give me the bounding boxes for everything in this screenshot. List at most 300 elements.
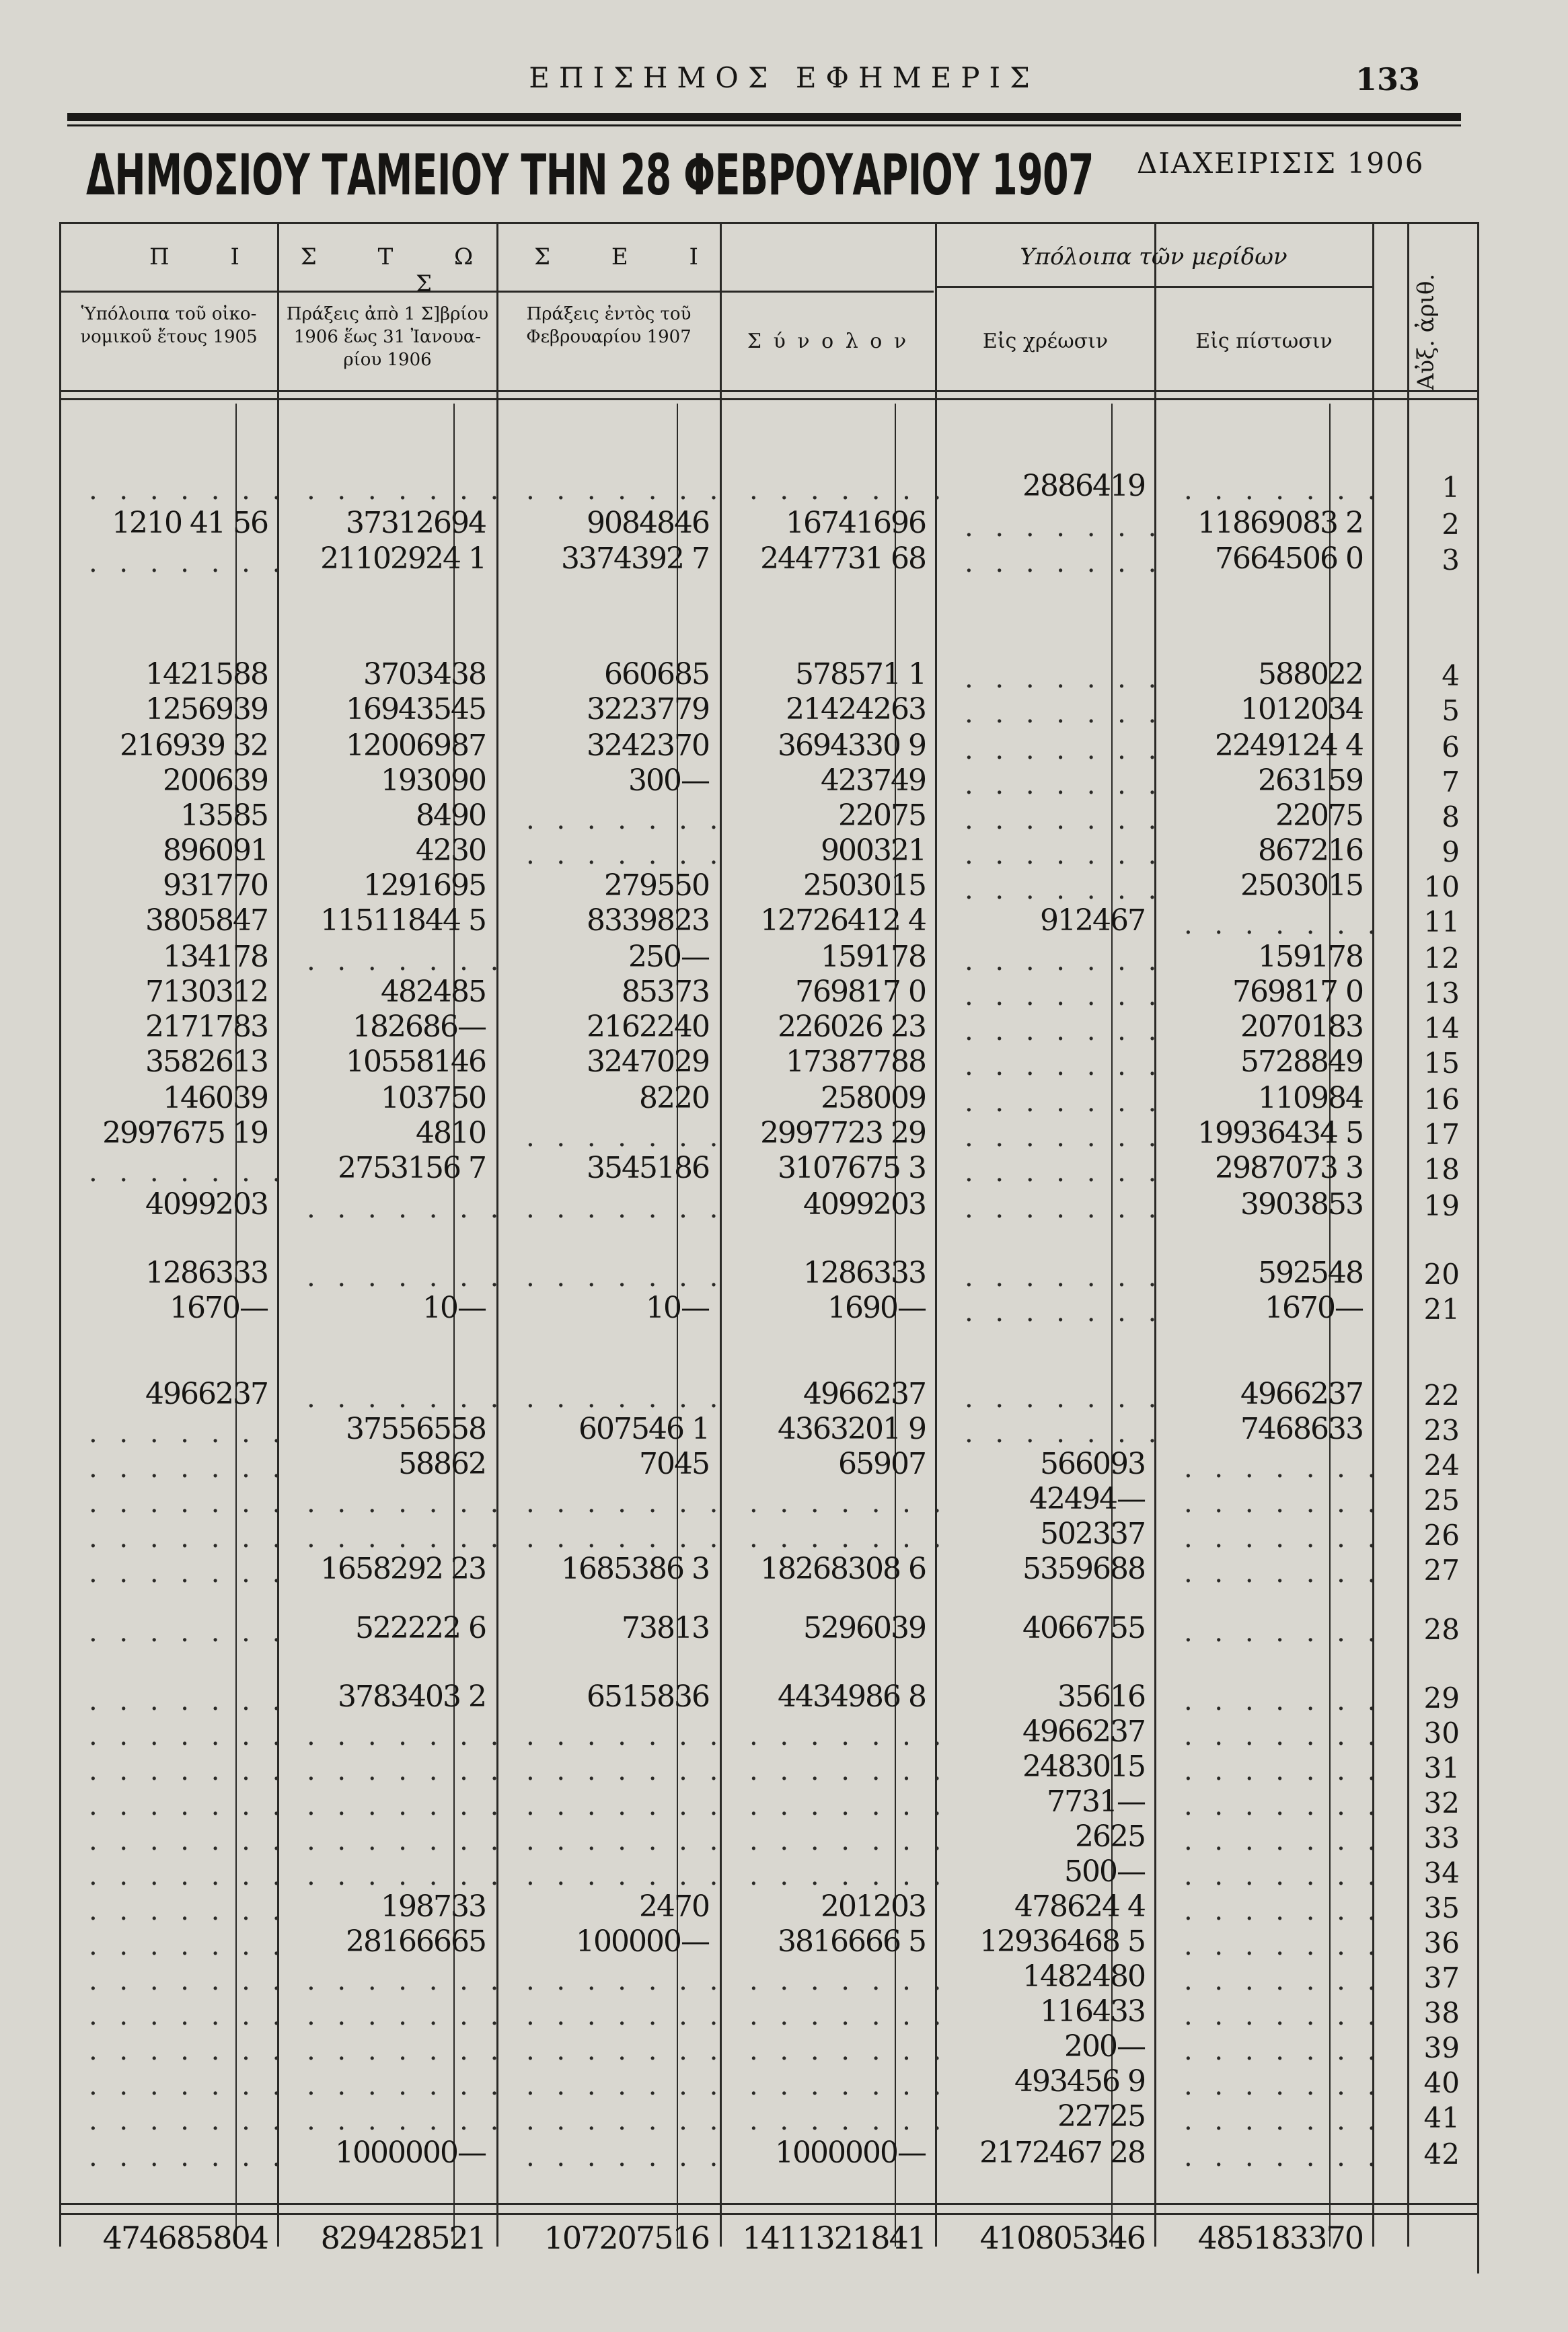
leader-dots: . . . . . . . xyxy=(89,1686,288,1717)
row-number: 39 xyxy=(1423,2031,1460,2064)
row-number: 13 xyxy=(1423,977,1460,1010)
cell-prev-year: 13585 xyxy=(180,798,268,833)
header-prev-year-line: νομικοῦ ἔτους 1905 xyxy=(80,327,258,347)
row-number: 17 xyxy=(1423,1118,1460,1151)
cell-total: 578571 1 xyxy=(795,657,926,691)
row-number: 29 xyxy=(1423,1682,1460,1715)
cell-debit: 493456 9 xyxy=(1014,2064,1145,2099)
cell-debit: 2483015 xyxy=(1022,1750,1145,1784)
row-rule xyxy=(59,222,1477,224)
leader-dots: . . . . . . . xyxy=(1184,1930,1383,1961)
cell-prev-year: 4099203 xyxy=(145,1187,268,1221)
cell-sept-jan: 482485 xyxy=(381,975,486,1009)
top-rule-thin xyxy=(67,124,1461,126)
cell-credit: 2070183 xyxy=(1240,1010,1363,1044)
cell-february: 8220 xyxy=(639,1081,709,1115)
page-title: ΔΗΜΟΣΙΟΥ ΤΑΜΕΙΟΥ ΤΗΝ 28 ΦΕΒΡΟΥΑΡΙΟΥ 1907 xyxy=(86,142,1094,208)
leader-dots: . . . . . . . xyxy=(526,1383,725,1414)
page-number: 133 xyxy=(1355,61,1421,98)
cell-total: 4434986 8 xyxy=(778,1680,926,1714)
cell-credit: 7664506 0 xyxy=(1215,541,1363,576)
leader-dots: . . . . . . . xyxy=(1184,2105,1383,2136)
leader-dots: . . . . . . . xyxy=(89,2035,288,2066)
cell-total: 65907 xyxy=(838,1447,926,1481)
cell-february: 7045 xyxy=(639,1447,709,1481)
leader-dots: . . . . . . . xyxy=(307,2105,506,2136)
row-number: 4 xyxy=(1442,659,1460,692)
row-number: 32 xyxy=(1423,1786,1460,1819)
cell-february: 607546 1 xyxy=(578,1412,709,1446)
cell-sept-jan: 198733 xyxy=(381,1889,486,1924)
cell-prev-year: 146039 xyxy=(163,1081,268,1115)
header-sept-jan-line: Πράξεις ἀπὸ 1 Σ]βρίου xyxy=(286,304,489,324)
leader-dots: . . . . . . . xyxy=(526,1826,725,1856)
cell-debit: 22725 xyxy=(1057,2099,1145,2134)
leader-dots: . . . . . . . xyxy=(526,1791,725,1821)
cell-sept-jan: 1000000— xyxy=(335,2136,486,2170)
leader-dots: . . . . . . . xyxy=(965,981,1164,1012)
cell-february: 300— xyxy=(628,763,709,798)
cell-total: 201203 xyxy=(821,1889,926,1924)
top-rule xyxy=(67,113,1461,121)
leader-dots: . . . . . . . xyxy=(749,1488,948,1519)
cell-prev-year: 1421588 xyxy=(145,657,268,691)
leader-dots: . . . . . . . xyxy=(89,548,288,578)
total-debit: 410805346 xyxy=(979,2220,1145,2256)
cell-february: 9084846 xyxy=(587,506,709,540)
leader-dots: . . . . . . . xyxy=(89,1965,288,1996)
leader-dots: . . . . . . . xyxy=(1184,2142,1383,2173)
leader-dots: . . . . . . . xyxy=(307,475,506,506)
balances-rule xyxy=(935,286,1372,288)
leader-dots: . . . . . . . xyxy=(526,1488,725,1519)
row-number: 15 xyxy=(1423,1047,1460,1080)
row-number: 35 xyxy=(1423,1891,1460,1924)
leader-dots: . . . . . . . xyxy=(89,1930,288,1961)
row-number: 19 xyxy=(1423,1189,1460,1222)
leader-dots: . . . . . . . xyxy=(1184,1558,1383,1589)
cell-sept-jan: 58862 xyxy=(398,1447,486,1481)
cell-credit: 11869083 2 xyxy=(1197,506,1363,540)
cell-credit: 4966237 xyxy=(1240,1377,1363,1411)
cell-debit: 200— xyxy=(1064,2029,1145,2064)
row-number: 25 xyxy=(1423,1484,1460,1517)
leader-dots: . . . . . . . xyxy=(965,512,1164,543)
leader-dots: . . . . . . . xyxy=(965,1193,1164,1224)
row-number: 1 xyxy=(1442,471,1460,504)
cell-total: 16741696 xyxy=(786,506,926,540)
cell-total: 423749 xyxy=(821,763,926,798)
cell-february: 3223779 xyxy=(587,692,709,726)
leader-dots: . . . . . . . xyxy=(749,1523,948,1554)
leader-dots: . . . . . . . xyxy=(89,1756,288,1786)
cell-total: 21424263 xyxy=(786,692,926,726)
cell-february: 85373 xyxy=(622,975,709,1009)
cell-debit: 4966237 xyxy=(1022,1715,1145,1749)
cell-credit: 1670— xyxy=(1265,1291,1363,1325)
cell-total: 3694330 9 xyxy=(778,728,926,763)
cell-debit: 500— xyxy=(1064,1854,1145,1889)
cell-february: 10— xyxy=(646,1291,709,1325)
row-number: 8 xyxy=(1442,800,1460,833)
cell-february: 3374392 7 xyxy=(561,541,709,576)
leader-dots: . . . . . . . xyxy=(1184,475,1383,506)
cell-sept-jan: 11511844 5 xyxy=(320,903,486,938)
cell-prev-year: 3582613 xyxy=(145,1045,268,1079)
column-rule xyxy=(935,222,937,2247)
cell-debit: 566093 xyxy=(1040,1447,1145,1481)
leader-dots: . . . . . . . xyxy=(89,1523,288,1554)
cell-total: 12726412 4 xyxy=(760,903,926,938)
cell-credit: 5728849 xyxy=(1240,1045,1363,1079)
row-number: 28 xyxy=(1423,1613,1460,1646)
cell-credit: 3903853 xyxy=(1240,1187,1363,1221)
cell-sept-jan: 16943545 xyxy=(346,692,486,726)
cell-debit: 5359688 xyxy=(1022,1552,1145,1586)
row-number: 5 xyxy=(1442,694,1460,727)
cell-credit: 110984 xyxy=(1258,1081,1363,1115)
leader-dots: . . . . . . . xyxy=(89,1895,288,1926)
leader-dots: . . . . . . . xyxy=(965,874,1164,905)
row-number: 7 xyxy=(1442,765,1460,798)
leader-dots: . . . . . . . xyxy=(307,1756,506,1786)
cell-sept-jan: 10— xyxy=(422,1291,486,1325)
row-number: 23 xyxy=(1423,1414,1460,1447)
cell-credit: 2503015 xyxy=(1240,868,1363,903)
row-rule xyxy=(59,2203,1477,2205)
row-number: 10 xyxy=(1423,870,1460,903)
cell-february: 279550 xyxy=(604,868,709,903)
cell-total: 226026 23 xyxy=(778,1010,926,1044)
leader-dots: . . . . . . . xyxy=(1184,1826,1383,1856)
row-number: 36 xyxy=(1423,1926,1460,1959)
row-number: 21 xyxy=(1423,1293,1460,1326)
row-number: 26 xyxy=(1423,1519,1460,1552)
leader-dots: . . . . . . . xyxy=(307,2070,506,2101)
row-number: 24 xyxy=(1423,1449,1460,1482)
leader-dots: . . . . . . . xyxy=(749,1826,948,1856)
cell-prev-year: 3805847 xyxy=(145,903,268,938)
leader-dots: . . . . . . . xyxy=(965,1157,1164,1188)
column-rule xyxy=(496,222,498,2247)
leader-dots: . . . . . . . xyxy=(307,1193,506,1224)
leader-dots: . . . . . . . xyxy=(965,1262,1164,1293)
cell-total: 4099203 xyxy=(803,1187,926,1221)
cell-sept-jan: 4230 xyxy=(416,833,486,868)
cell-credit: 19936434 5 xyxy=(1197,1116,1363,1150)
leader-dots: . . . . . . . xyxy=(749,1756,948,1786)
cell-prev-year: 1286333 xyxy=(145,1256,268,1290)
row-number: 12 xyxy=(1423,942,1460,975)
leader-dots: . . . . . . . xyxy=(89,1860,288,1891)
cell-credit: 867216 xyxy=(1258,833,1363,868)
cell-february: 660685 xyxy=(604,657,709,691)
leader-dots: . . . . . . . xyxy=(307,2035,506,2066)
cell-february: 73813 xyxy=(622,1611,709,1645)
leader-dots: . . . . . . . xyxy=(89,1721,288,1752)
row-rule xyxy=(59,2213,1477,2215)
cell-sept-jan: 4810 xyxy=(416,1116,486,1150)
cell-credit: 22075 xyxy=(1275,798,1363,833)
leader-dots: . . . . . . . xyxy=(965,1051,1164,1082)
leader-dots: . . . . . . . xyxy=(526,2070,725,2101)
cell-february: 2162240 xyxy=(587,1010,709,1044)
row-number: 22 xyxy=(1423,1379,1460,1412)
cell-total: 2997723 29 xyxy=(760,1116,926,1150)
leader-dots: . . . . . . . xyxy=(1184,1860,1383,1891)
cell-prev-year: 1256939 xyxy=(145,692,268,726)
leader-dots: . . . . . . . xyxy=(89,2105,288,2136)
leader-dots: . . . . . . . xyxy=(749,475,948,506)
header-sept-jan xyxy=(280,303,495,371)
administration-year: ΔΙΑΧΕΙΡΙΣΙΣ 1906 xyxy=(1137,147,1425,180)
leader-dots: . . . . . . . xyxy=(89,2070,288,2101)
leader-dots: . . . . . . . xyxy=(1184,2000,1383,2031)
cell-credit: 7468633 xyxy=(1240,1412,1363,1446)
leader-dots: . . . . . . . xyxy=(89,1488,288,1519)
leader-dots: . . . . . . . xyxy=(965,1087,1164,1118)
cell-debit: 35616 xyxy=(1057,1680,1145,1714)
cell-february: 1685386 3 xyxy=(561,1552,709,1586)
header-balances-group: Υπόλοιπα τῶν μερίδων xyxy=(1020,243,1287,270)
cell-prev-year: 1670— xyxy=(170,1291,268,1325)
cell-debit: 2886419 xyxy=(1022,469,1145,503)
cell-debit: 2172467 28 xyxy=(979,2136,1145,2170)
cell-total: 3107675 3 xyxy=(778,1151,926,1185)
cell-prev-year: 200639 xyxy=(163,763,268,798)
leader-dots: . . . . . . . xyxy=(1184,1617,1383,1648)
cell-prev-year: 216939 32 xyxy=(120,728,268,763)
leader-dots: . . . . . . . xyxy=(1184,1791,1383,1821)
cell-sept-jan: 37556558 xyxy=(346,1412,486,1446)
header-serial: Αὐξ. ἀριθ. xyxy=(1413,273,1440,390)
cell-debit: 2625 xyxy=(1075,1819,1145,1854)
row-number: 42 xyxy=(1423,2138,1460,2171)
leader-dots: . . . . . . . xyxy=(1184,909,1383,940)
leader-dots: . . . . . . . xyxy=(965,548,1164,578)
cell-prev-year: 896091 xyxy=(163,833,268,868)
leader-dots: . . . . . . . xyxy=(307,1826,506,1856)
leader-dots: . . . . . . . xyxy=(965,698,1164,729)
row-number: 18 xyxy=(1423,1153,1460,1186)
leader-dots: . . . . . . . xyxy=(307,1721,506,1752)
cell-sept-jan: 21102924 1 xyxy=(320,541,486,576)
leader-dots: . . . . . . . xyxy=(965,804,1164,835)
header-february xyxy=(499,303,718,348)
row-number: 2 xyxy=(1442,508,1460,541)
leader-dots: . . . . . . . xyxy=(307,1860,506,1891)
cell-credit: 159178 xyxy=(1258,940,1363,974)
row-number: 6 xyxy=(1442,730,1460,763)
cell-february: 100000— xyxy=(576,1924,709,1959)
cell-total: 769817 0 xyxy=(795,975,926,1009)
leader-dots: . . . . . . . xyxy=(749,1965,948,1996)
cell-debit: 116433 xyxy=(1040,1994,1145,2029)
row-number: 27 xyxy=(1423,1554,1460,1587)
leader-dots: . . . . . . . xyxy=(1184,1965,1383,1996)
cell-sept-jan: 182686— xyxy=(352,1010,486,1044)
cell-sept-jan: 1291695 xyxy=(363,868,486,903)
leader-dots: . . . . . . . xyxy=(749,2070,948,2101)
total-total: 1411321841 xyxy=(742,2220,926,2256)
cell-total: 18268308 6 xyxy=(760,1552,926,1586)
cell-prev-year: 931770 xyxy=(163,868,268,903)
cell-debit: 7731— xyxy=(1047,1784,1145,1819)
leader-dots: . . . . . . . xyxy=(965,663,1164,694)
row-number: 33 xyxy=(1423,1821,1460,1854)
cell-debit: 502337 xyxy=(1040,1517,1145,1551)
leader-dots: . . . . . . . xyxy=(1184,1721,1383,1752)
row-number: 40 xyxy=(1423,2066,1460,2099)
leader-dots: . . . . . . . xyxy=(965,1383,1164,1414)
cell-total: 2503015 xyxy=(803,868,926,903)
leader-dots: . . . . . . . xyxy=(1184,1453,1383,1484)
leader-dots: . . . . . . . xyxy=(89,1558,288,1589)
leader-dots: . . . . . . . xyxy=(307,2000,506,2031)
cell-february: 3545186 xyxy=(587,1151,709,1185)
leader-dots: . . . . . . . xyxy=(965,1418,1164,1449)
cell-prev-year: 2997675 19 xyxy=(102,1116,268,1150)
cell-sept-jan: 2753156 7 xyxy=(338,1151,486,1185)
leader-dots: . . . . . . . xyxy=(307,1791,506,1821)
cell-credit: 2987073 3 xyxy=(1215,1151,1363,1185)
cell-total: 1000000— xyxy=(775,2136,926,2170)
leader-dots: . . . . . . . xyxy=(749,2105,948,2136)
cell-total: 22075 xyxy=(838,798,926,833)
cell-debit: 1482480 xyxy=(1022,1959,1145,1994)
leader-dots: . . . . . . . xyxy=(526,1193,725,1224)
cell-debit: 478624 4 xyxy=(1014,1889,1145,1924)
leader-dots: . . . . . . . xyxy=(307,1262,506,1293)
cell-sept-jan: 28166665 xyxy=(346,1924,486,1959)
header-credit: Εἰς πίστωσιν xyxy=(1195,330,1333,353)
cell-sept-jan: 522222 6 xyxy=(355,1611,486,1645)
cell-february: 3242370 xyxy=(587,728,709,763)
cell-february: 3247029 xyxy=(587,1045,709,1079)
cell-sept-jan: 3703438 xyxy=(363,657,486,691)
cell-sept-jan: 8490 xyxy=(416,798,486,833)
leader-dots: . . . . . . . xyxy=(526,1721,725,1752)
column-rule xyxy=(59,222,61,2247)
leader-dots: . . . . . . . xyxy=(89,475,288,506)
total-credit: 485183370 xyxy=(1197,2220,1363,2256)
cell-total: 258009 xyxy=(821,1081,926,1115)
column-rule xyxy=(720,222,722,2247)
leader-dots: . . . . . . . xyxy=(1184,1756,1383,1786)
cell-february: 2470 xyxy=(639,1889,709,1924)
total-prev-year: 474685804 xyxy=(102,2220,268,2256)
cell-total: 5296039 xyxy=(803,1611,926,1645)
row-number: 41 xyxy=(1423,2101,1460,2134)
leader-dots: . . . . . . . xyxy=(526,1860,725,1891)
cell-february: 6515836 xyxy=(587,1680,709,1714)
leader-dots: . . . . . . . xyxy=(89,2000,288,2031)
leader-dots: . . . . . . . xyxy=(89,2142,288,2173)
leader-dots: . . . . . . . xyxy=(749,2035,948,2066)
cell-total: 159178 xyxy=(821,940,926,974)
cell-credit: 263159 xyxy=(1258,763,1363,798)
leader-dots: . . . . . . . xyxy=(749,2000,948,2031)
leader-dots: . . . . . . . xyxy=(89,1826,288,1856)
leader-dots: . . . . . . . xyxy=(89,1418,288,1449)
row-number: 14 xyxy=(1423,1012,1460,1045)
page-right-rule xyxy=(1477,222,1479,2273)
leader-dots: . . . . . . . xyxy=(307,1488,506,1519)
leader-dots: . . . . . . . xyxy=(526,2142,725,2173)
cell-sept-jan: 10558146 xyxy=(346,1045,486,1079)
leader-dots: . . . . . . . xyxy=(965,769,1164,800)
leader-dots: . . . . . . . xyxy=(526,1122,725,1153)
row-number: 3 xyxy=(1442,543,1460,576)
cell-february: 250— xyxy=(628,940,709,974)
leader-dots: . . . . . . . xyxy=(526,839,725,870)
cell-sept-jan: 37312694 xyxy=(346,506,486,540)
leader-dots: . . . . . . . xyxy=(307,1965,506,1996)
row-number: 38 xyxy=(1423,1996,1460,2029)
header-february-line: Πράξεις ἐντὸς τοῦ xyxy=(526,304,692,324)
cell-prev-year: 4966237 xyxy=(145,1377,268,1411)
leader-dots: . . . . . . . xyxy=(526,1523,725,1554)
leader-dots: . . . . . . . xyxy=(1184,2070,1383,2101)
cell-sept-jan: 12006987 xyxy=(346,728,486,763)
leader-dots: . . . . . . . xyxy=(526,1262,725,1293)
leader-dots: . . . . . . . xyxy=(749,1791,948,1821)
header-prev-year-line: Ὑπόλοιπα τοῦ οἰκο- xyxy=(81,304,257,324)
leader-dots: . . . . . . . xyxy=(307,946,506,977)
leader-dots: . . . . . . . xyxy=(307,1383,506,1414)
leader-dots: . . . . . . . xyxy=(89,1617,288,1648)
leader-dots: . . . . . . . xyxy=(965,735,1164,765)
cell-credit: 588022 xyxy=(1258,657,1363,691)
header-debit: Εἰς χρέωσιν xyxy=(982,330,1109,353)
cell-credit: 2249124 4 xyxy=(1215,728,1363,763)
leader-dots: . . . . . . . xyxy=(526,2105,725,2136)
leader-dots: . . . . . . . xyxy=(89,1453,288,1484)
cell-prev-year: 2171783 xyxy=(145,1010,268,1044)
cell-credit: 592548 xyxy=(1258,1256,1363,1290)
cell-total: 1690— xyxy=(827,1291,926,1325)
cell-prev-year: 7130312 xyxy=(145,975,268,1009)
row-number: 16 xyxy=(1423,1083,1460,1116)
leader-dots: . . . . . . . xyxy=(749,1860,948,1891)
leader-dots: . . . . . . . xyxy=(1184,1686,1383,1717)
cell-prev-year: 134178 xyxy=(163,940,268,974)
cell-credit: 1012034 xyxy=(1240,692,1363,726)
leader-dots: . . . . . . . xyxy=(965,1122,1164,1153)
cell-total: 1286333 xyxy=(803,1256,926,1290)
cell-total: 4363201 9 xyxy=(778,1412,926,1446)
header-sept-jan-line: ρίου 1906 xyxy=(343,350,432,370)
leader-dots: . . . . . . . xyxy=(1184,1895,1383,1926)
running-title: ΕΠΙΣΗΜΟΣ ΕΦΗΜΕΡΙΣ xyxy=(529,61,1039,94)
leader-dots: . . . . . . . xyxy=(89,1157,288,1188)
leader-dots: . . . . . . . xyxy=(749,1721,948,1752)
cell-total: 17387788 xyxy=(786,1045,926,1079)
cell-debit: 4066755 xyxy=(1022,1611,1145,1645)
row-number: 37 xyxy=(1423,1961,1460,1994)
leader-dots: . . . . . . . xyxy=(526,1756,725,1786)
row-rule xyxy=(59,390,1477,392)
row-number: 31 xyxy=(1423,1752,1460,1784)
cell-sept-jan: 103750 xyxy=(381,1081,486,1115)
leader-dots: . . . . . . . xyxy=(89,1791,288,1821)
total-sept-jan: 829428521 xyxy=(320,2220,486,2256)
header-total: Σ ύ ν ο λ ο ν xyxy=(747,330,909,353)
cell-february: 8339823 xyxy=(587,903,709,938)
cell-sept-jan: 1658292 23 xyxy=(320,1552,486,1586)
cell-total: 900321 xyxy=(821,833,926,868)
header-prev-year xyxy=(62,303,276,348)
